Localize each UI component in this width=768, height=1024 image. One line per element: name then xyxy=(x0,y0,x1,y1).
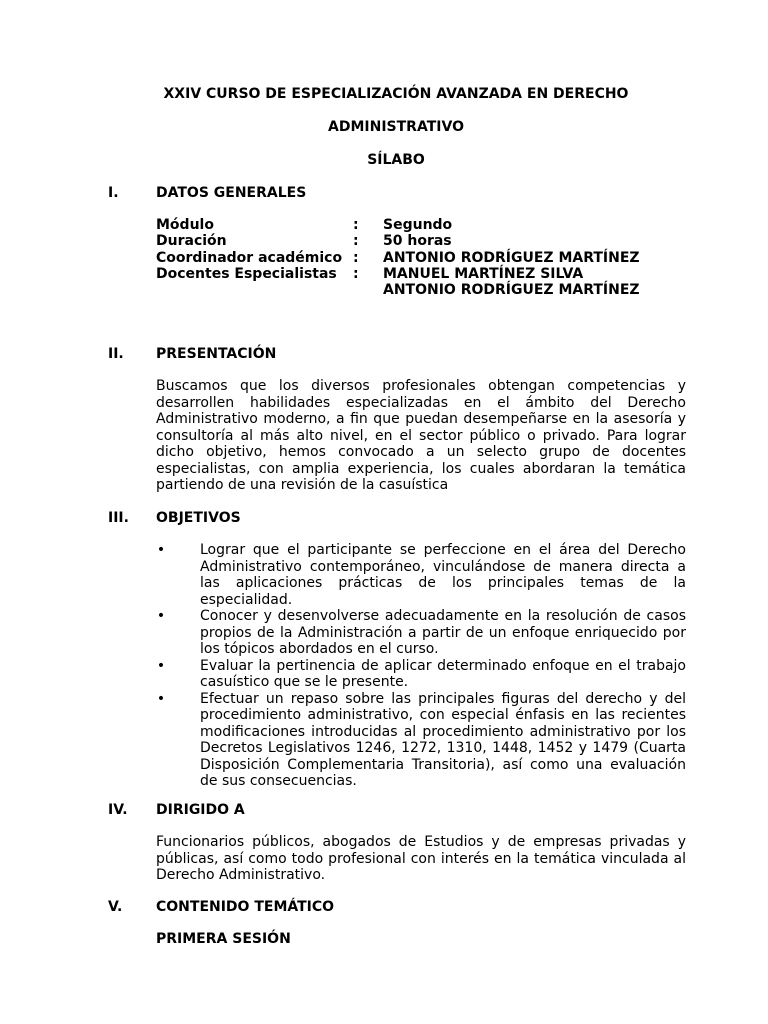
section-title: CONTENIDO TEMÁTICO xyxy=(156,899,335,915)
info-row-modulo xyxy=(156,217,640,233)
section-heading-contenido-tematico xyxy=(108,899,334,916)
bullet-icon: • xyxy=(156,542,166,558)
info-label xyxy=(156,282,353,298)
info-row-duracion xyxy=(156,233,640,249)
bullet-icon: • xyxy=(156,690,166,707)
dirigido-a-paragraph: Funcionarios públicos, abogados de Estudios y de empresas privadas y públicas, así como todo profesional con interés en la temática vinculada al Derecho Administrativo. xyxy=(156,834,686,883)
info-label: Duración xyxy=(156,233,227,250)
info-separator: : xyxy=(353,233,359,250)
document-title-line1: XXIV CURSO DE ESPECIALIZACIÓN AVANZADA EN DERECHO xyxy=(163,86,629,102)
section-title: OBJETIVOS xyxy=(156,510,241,526)
document-title-line2: ADMINISTRATIVO xyxy=(328,119,464,135)
section-title: DIRIGIDO A xyxy=(156,802,245,818)
section-heading-datos-generales xyxy=(108,185,306,202)
section-title: DATOS GENERALES xyxy=(156,185,307,201)
datos-generales-table xyxy=(156,217,640,298)
info-separator: : xyxy=(353,249,359,266)
list-item xyxy=(156,691,686,790)
info-label: Docentes Especialistas xyxy=(156,265,337,282)
info-value: Segundo xyxy=(383,217,453,233)
bullet-icon: • xyxy=(156,608,166,624)
info-value: ANTONIO RODRÍGUEZ MARTÍNEZ xyxy=(383,249,640,266)
list-item-text: Conocer y desenvolverse adecuadamente en la resolución de casos propios de la Administración a partir de un enfoque enriquecido por los tópicos abordados en el curso. xyxy=(200,608,686,657)
document-type: SÍLABO xyxy=(367,152,425,168)
list-item xyxy=(156,542,686,608)
list-item-text: Efectuar un repaso sobre las principales figuras del derecho y del procedimiento administrativo, con especial énfasis en las recientes modificaciones introducidas al procedimiento administrativo por los Decretos Legislativos 1246, 1272, 1310, 1448, 1452 y 1479 (Cuarta Disposición Complementaria Transitoria), así como una evaluación de sus consecuencias. xyxy=(200,690,686,789)
info-separator xyxy=(353,282,383,298)
info-value: 50 horas xyxy=(383,233,452,250)
section-number: V. xyxy=(108,899,123,915)
subheading-primera-sesion: PRIMERA SESIÓN xyxy=(156,931,291,947)
list-item-text: Evaluar la pertinencia de aplicar determinado enfoque en el trabajo casuístico que se le presente. xyxy=(200,657,686,690)
section-number: III. xyxy=(108,510,129,526)
bullet-icon: • xyxy=(156,657,166,674)
info-row-coordinador xyxy=(156,250,640,266)
section-heading-presentacion xyxy=(108,346,276,363)
section-number: I. xyxy=(108,185,119,201)
section-number: II. xyxy=(108,346,124,362)
info-separator: : xyxy=(353,265,359,282)
presentacion-paragraph: Buscamos que los diversos profesionales obtengan competencias y desarrollen habilidades especializadas en el ámbito del Derecho Administrativo moderno, a fin que puedan desempeñarse en la asesoría y consultoría al más alto nivel, en el sector público o privado. Para lograr dicho objetivo, hemos convocado a un selecto grupo de docentes especialistas, con amplia experiencia, los cuales abordaran la temática partiendo de una revisión de la casuística xyxy=(156,378,686,493)
info-label: Módulo xyxy=(156,217,214,233)
section-heading-dirigido-a xyxy=(108,802,245,819)
list-item-text: Lograr que el participante se perfeccione en el área del Derecho Administrativo contemporáneo, vinculándose de manera directa a las aplicaciones prácticas de los principales temas de la especialidad. xyxy=(200,542,686,608)
list-item xyxy=(156,608,686,658)
list-item xyxy=(156,658,686,691)
info-label: Coordinador académico xyxy=(156,249,343,266)
section-heading-objetivos xyxy=(108,510,241,527)
info-row-docentes-cont xyxy=(156,282,640,298)
info-row-docentes xyxy=(156,266,640,282)
section-number: IV. xyxy=(108,802,128,818)
objetivos-list xyxy=(156,542,686,790)
info-value: MANUEL MARTÍNEZ SILVA xyxy=(383,265,584,282)
info-separator: : xyxy=(353,217,359,233)
info-value: ANTONIO RODRÍGUEZ MARTÍNEZ xyxy=(383,282,640,299)
section-title: PRESENTACIÓN xyxy=(156,346,277,362)
